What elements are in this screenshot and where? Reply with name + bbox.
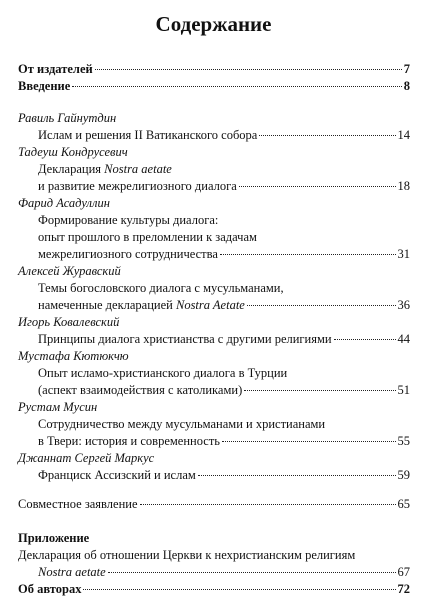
table-of-contents bbox=[18, 61, 410, 598]
toc-entry-joint-statement: Совместное заявление 65 bbox=[18, 497, 410, 511]
article-title-line: Опыт исламо-христианского диалога в Турции bbox=[38, 366, 288, 380]
toc-entry-appendix: Nostra aetate 67 bbox=[38, 565, 410, 579]
toc-entry-article: Франциск Ассизский и ислам 59 bbox=[38, 468, 410, 482]
page-number: 18 bbox=[397, 179, 410, 193]
dot-leader bbox=[239, 186, 396, 187]
page-number: 55 bbox=[397, 434, 410, 448]
author-name: Рустам Мусин bbox=[18, 400, 98, 414]
page-number: 67 bbox=[397, 565, 410, 579]
article-title-line: Формирование культуры диалога: bbox=[38, 213, 219, 227]
article-title-line: опыт прошлого в преломлении к задачам bbox=[38, 230, 257, 244]
page-title: Содержание bbox=[155, 12, 272, 36]
toc-entry-article: в Твери: история и современность 55 bbox=[38, 434, 410, 448]
dot-leader bbox=[334, 339, 396, 340]
dot-leader bbox=[259, 135, 395, 136]
page-number: 7 bbox=[403, 62, 410, 76]
author-name: Равиль Гайнутдин bbox=[18, 111, 117, 125]
author-name: Тадеуш Кондрусевич bbox=[18, 145, 128, 159]
article-title-line: Сотрудничество между мусульманами и христианами bbox=[38, 417, 326, 431]
dot-leader bbox=[95, 69, 402, 70]
toc-entry-article: Ислам и решения II Ватиканского собора 14 bbox=[38, 128, 410, 142]
page-number: 65 bbox=[397, 497, 410, 511]
page-number: 44 bbox=[397, 332, 410, 346]
dot-leader bbox=[220, 254, 396, 255]
author-name: Игорь Ковалевский bbox=[18, 315, 120, 329]
dot-leader bbox=[198, 475, 396, 476]
appendix-title-line: Декларация об отношении Церкви к нехристианским религиям bbox=[18, 548, 356, 562]
appendix-heading: Приложение bbox=[18, 531, 90, 545]
page-number: 36 bbox=[397, 298, 410, 312]
author-name: Фарид Асадуллин bbox=[18, 196, 110, 210]
toc-entry-authors: Об авторах 72 bbox=[18, 582, 410, 596]
page-number: 51 bbox=[397, 383, 410, 397]
page-number: 59 bbox=[397, 468, 410, 482]
dot-leader bbox=[222, 441, 396, 442]
toc-entry-intro: Введение 8 bbox=[18, 79, 410, 93]
author-name: Джаннат Сергей Маркус bbox=[18, 451, 155, 465]
article-title-line: Темы богословского диалога с мусульманами, bbox=[38, 281, 284, 295]
page-number: 31 bbox=[397, 247, 410, 261]
toc-entry-article: межрелигиозного сотрудничества 31 bbox=[38, 247, 410, 261]
toc-entry-article: (аспект взаимодействия с католиками) 51 bbox=[38, 383, 410, 397]
dot-leader bbox=[244, 390, 395, 391]
dot-leader bbox=[140, 504, 396, 505]
dot-leader bbox=[72, 86, 401, 87]
author-name: Алексей Журавский bbox=[18, 264, 121, 278]
author-name: Мустафа Кютюкчю bbox=[18, 349, 129, 363]
toc-entry-article: Принципы диалога христианства с другими религиями 44 bbox=[38, 332, 410, 346]
dot-leader bbox=[108, 572, 396, 573]
article-title-line: Декларация Nostra aetate bbox=[38, 162, 172, 176]
toc-entry-article: и развитие межрелигиозного диалога 18 bbox=[38, 179, 410, 193]
toc-entry-publishers: От издателей 7 bbox=[18, 62, 410, 76]
page-number: 72 bbox=[397, 582, 410, 596]
page-number: 14 bbox=[397, 128, 410, 142]
dot-leader bbox=[83, 589, 395, 590]
toc-entry-article: намеченные декларацией Nostra Aetate 36 bbox=[38, 298, 410, 312]
dot-leader bbox=[247, 305, 396, 306]
page-number: 8 bbox=[403, 79, 410, 93]
